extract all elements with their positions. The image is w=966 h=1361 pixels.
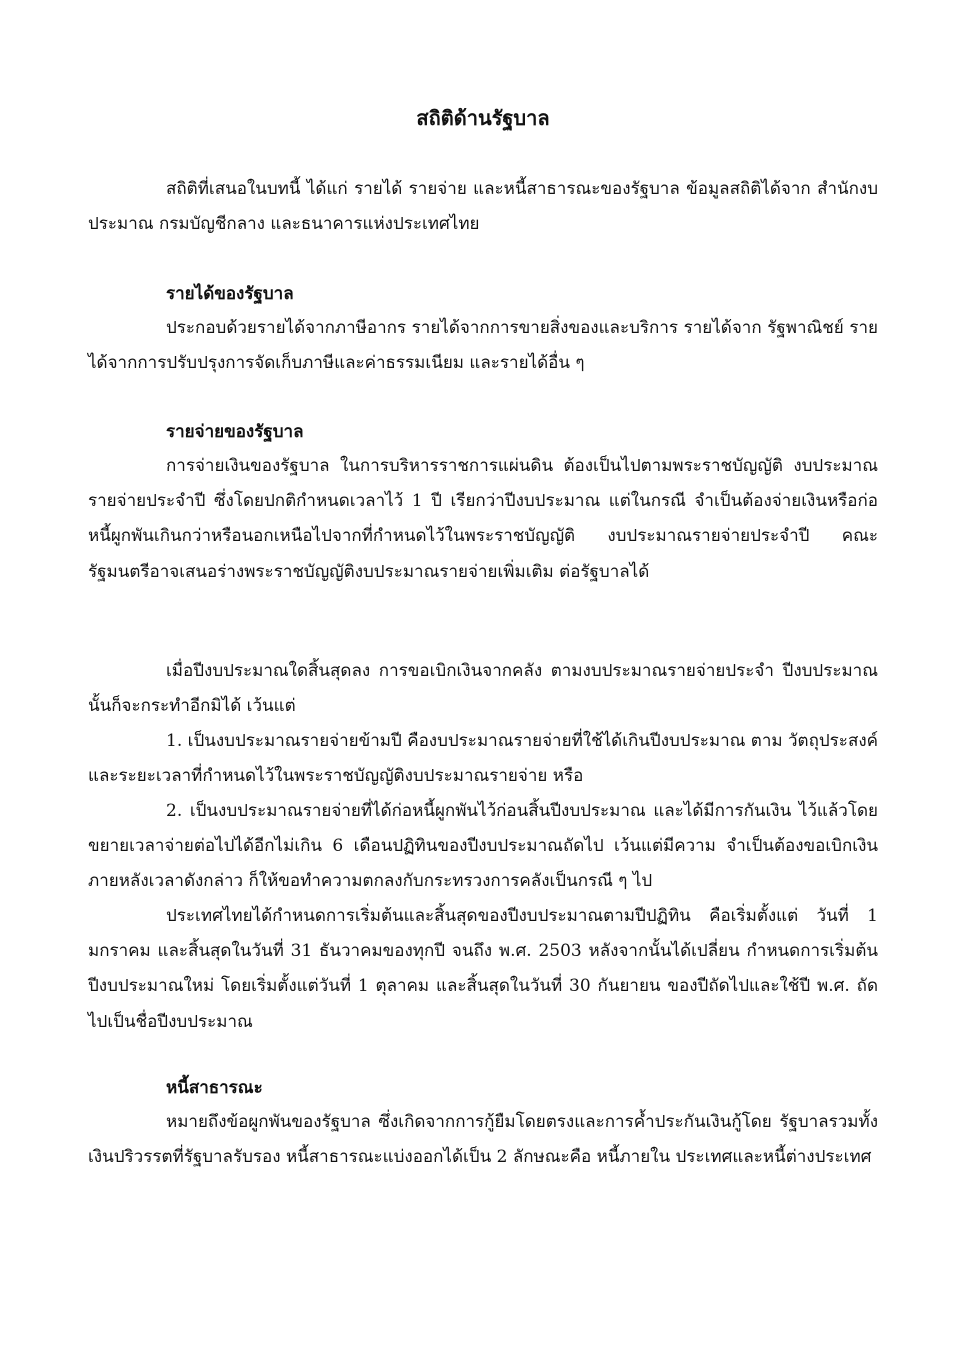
revenue-paragraph: ประกอบด้วยรายได้จากภาษีอากร รายได้จากการขายสิ่งของและบริการ รายได้จาก รัฐพาณิชย์ รายได้จากการปรับปรุงการจัดเก็บภาษีและค่าธรรมเนียม และรายได้อื่น ๆ [88,318,878,374]
expenditure-item-2: 2. เป็นงบประมาณรายจ่ายที่ได้ก่อหนี้ผูกพันไว้ก่อนสิ้นปีงบประมาณ และได้มีการกันเงิน ไว้แล้วโดยขยายเวลาจ่ายต่อไปได้อีกไม่เกิน 6 เดือนปฏิทินของปีงบประมาณถัดไป เว้นแต่มีความ จำเป็นต้องขอเบิกเงินภายหลังเวลาดังกล่าว ก็ให้ขอทำความตกลงกับกระทรวงการคลังเป็นกรณี ๆ ไป [88,801,878,892]
public-debt-paragraph: หมายถึงข้อผูกพันของรัฐบาล ซึ่งเกิดจากการกู้ยืมโดยตรงและการค้ำประกันเงินกู้โดย รัฐบาลรวมทั้งเงินปริวรรตที่รัฐบาลรับรอง หนี้สาธารณะแบ่งออกได้เป็น 2 ลักษณะคือ หนี้ภายใน ประเทศและหนี้ต่างประเทศ [88,1112,878,1168]
page-title: สถิติด้านรัฐบาล [416,106,550,130]
revenue-heading: รายได้ของรัฐบาล [166,284,294,304]
expenditure-heading: รายจ่ายของรัฐบาล [166,422,304,442]
public-debt-heading: หนี้สาธารณะ [166,1078,263,1098]
expenditure-item-1: 1. เป็นงบประมาณรายจ่ายข้ามปี คืองบประมาณรายจ่ายที่ใช้ได้เกินปีงบประมาณ ตาม วัตถุประสงค์ และระยะเวลาที่กำหนดไว้ในพระราชบัญญัติงบประมาณรายจ่าย หรือ [88,731,878,787]
expenditure-paragraph-3: ประเทศไทยได้กำหนดการเริ่มต้นและสิ้นสุดของปีงบประมาณตามปีปฏิทิน คือเริ่มตั้งแต่ วันที่ 1 มกราคม และสิ้นสุดในวันที่ 31 ธันวาคมของทุกปี จนถึง พ.ศ. 2503 หลังจากนั้นได้เปลี่ยน กำหนดการเริ่มต้นปีงบประมาณใหม่ โดยเริ่มตั้งแต่วันที่ 1 ตุลาคม และสิ้นสุดในวันที่ 30 กันยายน ของปีถัดไปและใช้ปี พ.ศ. ถัดไปเป็นชื่อปีงบประมาณ [88,906,878,1032]
intro-paragraph: สถิติที่เสนอในบทนี้ ได้แก่ รายได้ รายจ่าย และหนี้สาธารณะของรัฐบาล ข้อมูลสถิติได้จาก สำนักงบประมาณ กรมบัญชีกลาง และธนาคารแห่งประเทศไทย [88,179,878,235]
expenditure-paragraph-1: การจ่ายเงินของรัฐบาล ในการบริหารราชการแผ่นดิน ต้องเป็นไปตามพระราชบัญญัติ งบประมาณรายจ่ายประจำปี ซึ่งโดยปกติกำหนดเวลาไว้ 1 ปี เรียกว่าปีงบประมาณ แต่ในกรณี จำเป็นต้องจ่ายเงินหรือก่อหนี้ผูกพันเกินกว่าหรือนอกเหนือไปจากที่กำหนดไว้ในพระราชบัญญัติ งบประมาณรายจ่ายประจำปี คณะรัฐมนตรีอาจเสนอร่างพระราชบัญญัติงบประมาณรายจ่ายเพิ่มเติม ต่อรัฐบาลได้ [88,456,878,582]
expenditure-paragraph-2: เมื่อปีงบประมาณใดสิ้นสุดลง การขอเบิกเงินจากคลัง ตามงบประมาณรายจ่ายประจำ ปีงบประมาณนั้นก็จะกระทำอีกมิได้ เว้นแต่ [88,661,878,717]
document-page [88,0,878,1361]
